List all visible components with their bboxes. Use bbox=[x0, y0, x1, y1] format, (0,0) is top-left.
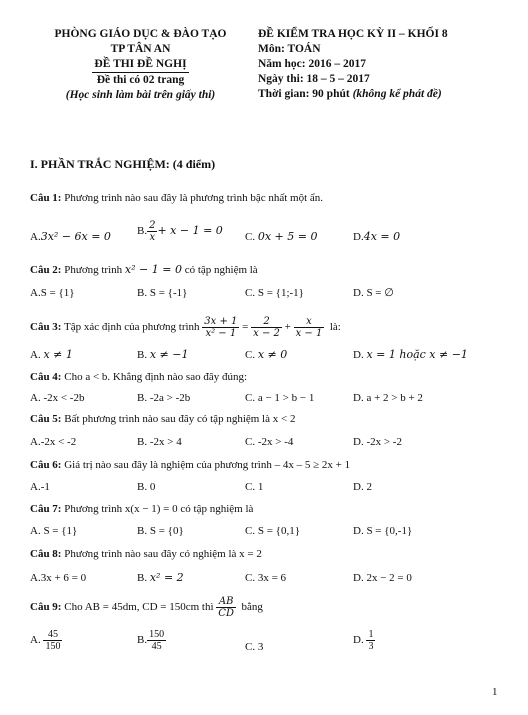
option-b: B. -2a > -2b bbox=[137, 392, 191, 404]
option-a: A. x ≠ 1 bbox=[30, 348, 73, 361]
option-c: C. S = {0,1} bbox=[245, 525, 300, 537]
option-d: D. S = ∅ bbox=[353, 287, 394, 299]
option-a: A.3x² − 6x = 0 bbox=[30, 230, 111, 243]
duration-note: (không kể phát đề) bbox=[352, 88, 442, 100]
option-d: D. S = {0,-1} bbox=[353, 525, 413, 537]
option-a: A. S = {1} bbox=[30, 525, 78, 537]
option-c: C. 3 bbox=[245, 641, 264, 653]
question-8: Câu 8: Phương trình nào sau đây có nghiệm là x = 2 bbox=[30, 548, 262, 560]
option-d: D.4x = 0 bbox=[353, 230, 401, 243]
exam-type: ĐỀ THI ĐỀ NGHỊ bbox=[92, 57, 188, 73]
header-left bbox=[28, 27, 253, 103]
school-year: Năm học: 2016 – 2017 bbox=[258, 58, 366, 70]
question-5: Câu 5: Bất phương trình nào sau đây có tập nghiệm là x < 2 bbox=[30, 413, 296, 425]
exam-date: Ngày thi: 18 – 5 – 2017 bbox=[258, 73, 370, 85]
duration: Thời gian: 90 phút bbox=[258, 88, 350, 100]
page-number: 1 bbox=[492, 686, 498, 698]
option-b: B. x ≠ −1 bbox=[137, 348, 189, 361]
option-b: B. $\frac{2}{x}$ + x − 1 = 0 bbox=[137, 220, 223, 243]
option-c: C. 0x + 5 = 0 bbox=[245, 230, 318, 243]
subject: Môn: TOÁN bbox=[258, 43, 321, 55]
dept-name: PHÒNG GIÁO DỤC & ĐÀO TẠO bbox=[54, 28, 227, 40]
exam-title: ĐỀ KIỂM TRA HỌC KỲ II – KHỐI 8 bbox=[258, 28, 448, 40]
option-b: B. S = {0} bbox=[137, 525, 184, 537]
option-d: D. a + 2 > b + 2 bbox=[353, 392, 423, 404]
option-c: C. 1 bbox=[245, 481, 264, 493]
option-d: D. -2x > -2 bbox=[353, 436, 402, 448]
option-c: C. S = {1;-1} bbox=[245, 287, 304, 299]
option-c: C. 3x = 6 bbox=[245, 572, 287, 584]
option-b: B. S = {-1} bbox=[137, 287, 188, 299]
question-7: Câu 7: Phương trình x(x − 1) = 0 có tập nghiệm là bbox=[30, 503, 254, 515]
section-title: I. PHẦN TRẮC NGHIỆM: (4 điểm) bbox=[30, 157, 216, 171]
option-d: D. 2 bbox=[353, 481, 372, 493]
question-2: Câu 2: Phương trình x² − 1 = 0 có tập nghiệm là bbox=[30, 263, 258, 276]
question-3: Câu 3: Tập xác định của phương trình $\frac{3x + 1}{\text{x² − 1}}$ = $\frac{2}{x - 2}$ + $\frac{x}{x - 1}$ là: bbox=[30, 316, 341, 339]
option-b: B. 0 bbox=[137, 481, 156, 493]
option-a: A.-1 bbox=[30, 481, 50, 493]
city-name: TP TÂN AN bbox=[110, 43, 171, 55]
option-d: D. $\frac{1}{3}$ bbox=[353, 629, 374, 652]
header-right bbox=[258, 27, 513, 102]
option-a: A. $\frac{45}{150}$ bbox=[30, 629, 61, 652]
page-count: Đề thi có 02 trang bbox=[96, 74, 185, 86]
option-c: C. a − 1 > b − 1 bbox=[245, 392, 315, 404]
option-b: B. -2x > 4 bbox=[137, 436, 182, 448]
question-4: Câu 4: Cho a < b. Khẳng định nào sao đây đúng: bbox=[30, 371, 248, 383]
option-a: A.-2x < -2 bbox=[30, 436, 77, 448]
option-b: B. x² = 2 bbox=[137, 571, 184, 584]
question-6: Câu 6: Giá trị nào sau đây là nghiệm của phương trình – 4x – 5 ≥ 2x + 1 bbox=[30, 459, 351, 471]
question-9: Câu 9: Cho AB = 45dm, CD = 150cm thì $\frac{AB}{CD}$ bằng bbox=[30, 596, 263, 619]
option-c: C. -2x > -4 bbox=[245, 436, 294, 448]
option-a: A. -2x < -2b bbox=[30, 392, 85, 404]
option-a: A.S = {1} bbox=[30, 287, 75, 299]
option-d: D. x = 1 hoặc x ≠ −1 bbox=[353, 348, 468, 361]
instruction: (Học sinh làm bài trên giấy thi) bbox=[65, 89, 216, 101]
option-a: A.3x + 6 = 0 bbox=[30, 572, 87, 584]
question-1: Câu 1: Phương trình nào sau đây là phương trình bậc nhất một ẩn. bbox=[30, 192, 324, 204]
option-d: D. 2x − 2 = 0 bbox=[353, 572, 412, 584]
option-b: B. $\frac{150}{45}$ bbox=[137, 629, 165, 652]
option-c: C. x ≠ 0 bbox=[245, 348, 288, 361]
